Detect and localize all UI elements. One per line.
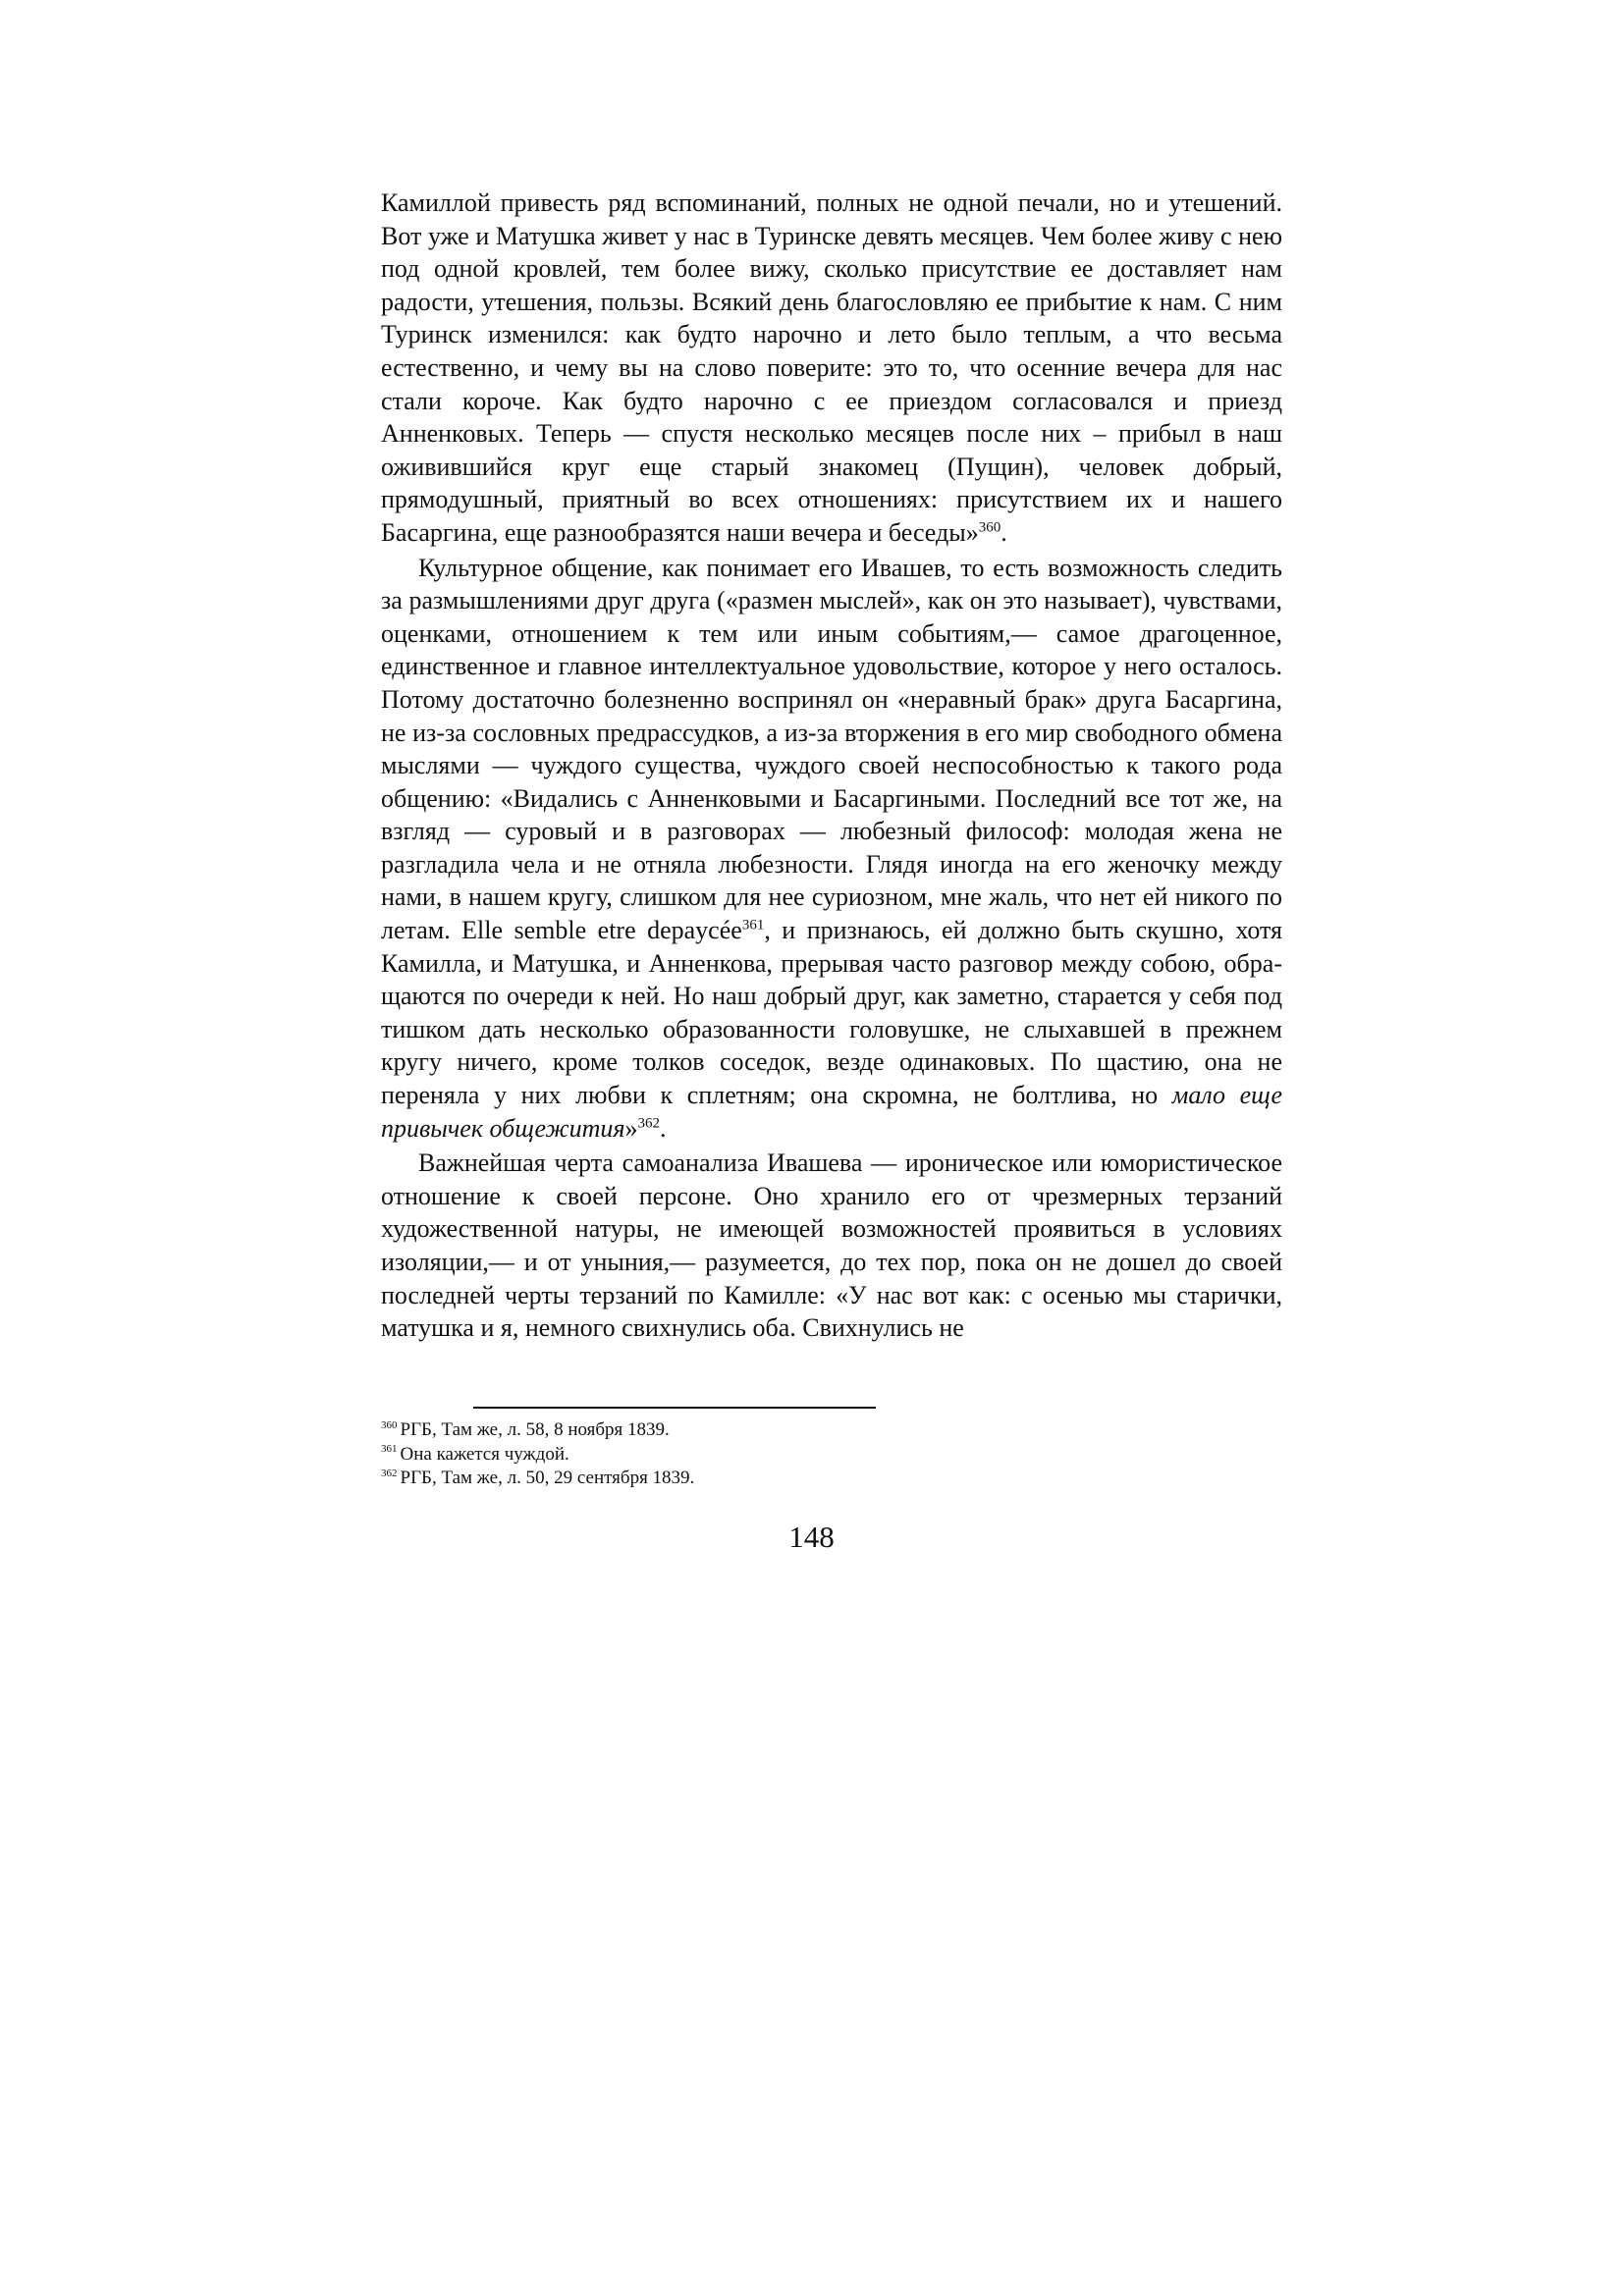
italic-emphasis: мало еще привычек общежития: [381, 1081, 1282, 1143]
footnote-360: [381, 1418, 1282, 1443]
paragraph-text: .: [659, 1113, 667, 1143]
footnote-reference-360: 360: [978, 519, 1001, 536]
footnote-number: 362: [381, 1467, 398, 1479]
footnote-separator: [473, 1407, 876, 1409]
paragraph-text: Важнейшая черта самоанализа Ивашева — ироническое или юмористическое отношение к своей персоне. Оно хранило его от чрезмерных терзаний художественной натуры, не имеющей возможностей проявиться в условиях изоляции,— и от уныния,— разумеется, до тех пор, пока он не дошел до своей последней черты терзаний по Камилле: «У нас вот как: с осенью мы старички, матушка и я, немного свихнулись оба. Свихнулись не: [381, 1148, 1282, 1343]
footnote-reference-361: 361: [741, 917, 765, 934]
footnote-text: РГБ, Там же, л. 50, 29 сентября 1839.: [400, 1468, 695, 1488]
footnotes: [381, 1418, 1282, 1491]
footnote-362: [381, 1467, 1282, 1491]
paragraph-text: , и признаюсь, ей должно быть скушно, хотя Камилла, и Матушка, и Анненкова, прерывая часто разговор между собою, обращаются по очереди к ней. Но наш добрый друг, как заметно, старается у себя под тишком дать несколько образованности головушке, не слыхавшей в прежнем кругу ничего, кроме толков соседок, везде одинаковых. По щастию, она не переняла у них любви к сплетням; она скромна, не болтлива, но: [381, 916, 1282, 1110]
footnote-text: Она кажется чуждой.: [400, 1443, 569, 1465]
footnote-number: 360: [381, 1418, 398, 1431]
paragraph-text: »: [624, 1113, 638, 1143]
paragraph-text: Камиллой привесть ряд вспоминаний, полных не одной печали, но и утешений. Вот уже и Матушка живет у нас в Туринске девять месяцев. Чем более живу с нею под одной кровлей, тем более вижу, сколько присутствие ее доставляет нам радости, утешения, пользы. Всякий день благословляю ее прибытие к нам. С ним Туринск изменился: как будто нарочно и лето было теплым, а что весьма естественно, и чему вы на слово поверите: это то, что осенние вечера для нас стали короче. Как будто нарочно с ее приездом согласовался и приезд Анненковых. Теперь — спустя несколько месяцев после них – прибыл в наш оживившийся круг еще старый знакомец (Пущин), человек добрый, прямодушный, приятный во всех отношениях: присутствием их и нашего Басаргина, еще разнообразятся наши вечера и беседы»: [381, 188, 1282, 547]
paragraph-3: [381, 1147, 1282, 1345]
main-text: [381, 187, 1282, 1345]
page-number: 148: [788, 1520, 835, 1554]
paragraph-text: .: [1001, 517, 1007, 547]
footnote-361: [381, 1443, 1282, 1468]
paragraph-text: Культурное общение, как понимает его Ивашев, то есть возможность следить за размышлениями друг друга («размен мыслей», как он это называет), чувствами, оценками, отношением к тем или иным событиям,— самое драгоценное, единственное и главное интеллектуальное удовольствие, которое у него осталось. Потому достаточно болезненно воспринял он «неравный брак» друга Басаргина, не из-за сословных предрассудков, а из-за вторжения в его мир свободного обмена мыслями — чуждого существа, чуждого своей неспособностью к такого рода общению: «Видались с Анненковыми и Басаргиными. Последний все тот же, на взгляд — суровый и в разговорах — любезный философ: молодая жена не разгладила чела и не отняла любезности. Глядя иногда на его женочку между нами, в нашем кругу, слишком для нее суриозном, мне жаль, что нет ей никого по летам. Elle semble etre depaycée: [381, 553, 1282, 945]
footnote-text: РГБ, Там же, л. 58, 8 ноября 1839.: [400, 1419, 670, 1440]
footnote-reference-362: 362: [637, 1114, 660, 1131]
paragraph-1: [381, 187, 1282, 550]
paragraph-2: [381, 552, 1282, 1146]
footnote-number: 361: [381, 1443, 398, 1456]
